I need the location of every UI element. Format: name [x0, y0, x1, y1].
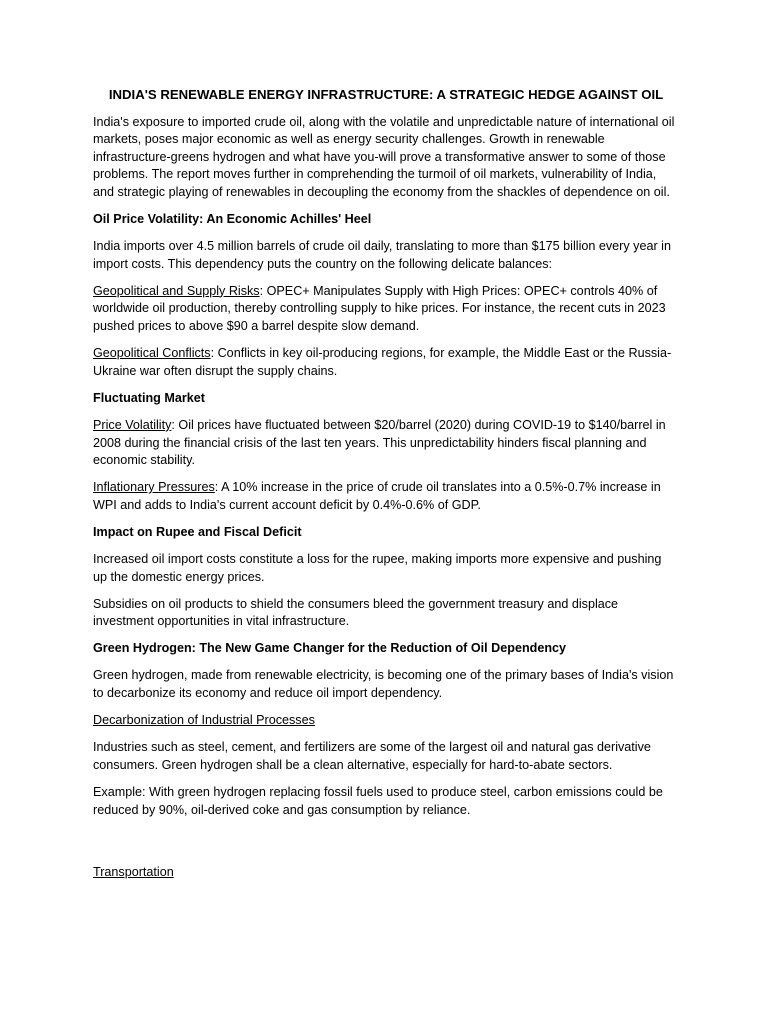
blank-line — [93, 829, 678, 864]
price-volatility-text: : Oil prices have fluctuated between $20/barrel (2020) during COVID-19 to $140/barrel in 2008 during the financial crisis of the last ten years. This unpredictability hinders fiscal planning and economic stability. — [93, 417, 666, 468]
steel-example-paragraph: Example: With green hydrogen replacing fossil fuels used to produce steel, carbon emissions could be reduced by 90%, oil-derived coke and gas consumption by reliance. — [93, 784, 663, 817]
inflationary-pressures-paragraph — [93, 479, 678, 514]
geopolitical-supply-risks-paragraph — [93, 283, 678, 336]
subheading-transportation: Transportation — [93, 864, 174, 879]
geopolitical-supply-risks-text: : OPEC+ Manipulates Supply with High Prices: OPEC+ controls 40% of worldwide oil production, thereby controlling supply to hike prices. For instance, the recent cuts in 2023 pushed prices to above $90 a barrel despite slow demand. — [93, 283, 666, 334]
price-volatility-label: Price Volatility — [93, 417, 172, 432]
oil-imports-paragraph: India imports over 4.5 million barrels of crude oil daily, translating to more than $175 billion every year in import costs. This dependency puts the country on the following delicate balances: — [93, 239, 671, 271]
section-heading-oil-price-volatility: Oil Price Volatility: An Economic Achilles' Heel — [93, 212, 372, 227]
green-hydrogen-paragraph: Green hydrogen, made from renewable electricity, is becoming one of the primary bases of India's vision to decarbonize its economy and reduce oil import dependency. — [93, 668, 674, 701]
section-heading-fluctuating-market: Fluctuating Market — [93, 390, 205, 405]
price-volatility-paragraph — [93, 417, 678, 470]
geopolitical-conflicts-text: : Conflicts in key oil-producing regions, for example, the Middle East or the Russia-Ukraine war often disrupt the supply chains. — [93, 346, 672, 378]
section-heading-green-hydrogen: Green Hydrogen: The New Game Changer for the Reduction of Oil Dependency — [93, 641, 567, 656]
geopolitical-conflicts-label: Geopolitical Conflicts — [93, 346, 211, 361]
inflationary-pressures-label: Inflationary Pressures — [93, 480, 215, 495]
geopolitical-supply-risks-label: Geopolitical and Supply Risks — [93, 283, 260, 298]
intro-paragraph: India's exposure to imported crude oil, along with the volatile and unpredictable nature of international oil markets, poses major economic as well as energy security challenges. Growth in renewable infrastructure-greens hydrogen and what have you-will prove a transformative answer to some of those problems. The report moves further in comprehending the turmoil of oil markets, vulnerability of India, and strategic playing of renewables in decoupling the economy from the shackles of dependence on oil. — [93, 114, 675, 199]
industries-paragraph: Industries such as steel, cement, and fertilizers are some of the largest oil and natural gas derivative consumers. Green hydrogen shall be a clean alternative, especially for hard-to-abate sectors. — [93, 740, 651, 772]
document-page — [93, 86, 678, 891]
geopolitical-conflicts-paragraph — [93, 345, 678, 380]
rupee-paragraph: Increased oil import costs constitute a loss for the rupee, making imports more expensive and pushing up the domestic energy prices. — [93, 551, 662, 584]
section-heading-rupee-fiscal-deficit: Impact on Rupee and Fiscal Deficit — [93, 524, 302, 539]
subsidies-paragraph: Subsidies on oil products to shield the consumers bleed the government treasury and displace investment opportunities in vital infrastructure. — [93, 596, 619, 629]
subheading-decarbonization: Decarbonization of Industrial Processes — [93, 713, 315, 728]
inflationary-pressures-text: : A 10% increase in the price of crude oil translates into a 0.5%-0.7% increase in WPI and adds to India's current account deficit by 0.4%-0.6% of GDP. — [93, 480, 661, 512]
document-title: INDIA'S RENEWABLE ENERGY INFRASTRUCTURE: A STRATEGIC HEDGE AGAINST OIL — [108, 87, 664, 102]
